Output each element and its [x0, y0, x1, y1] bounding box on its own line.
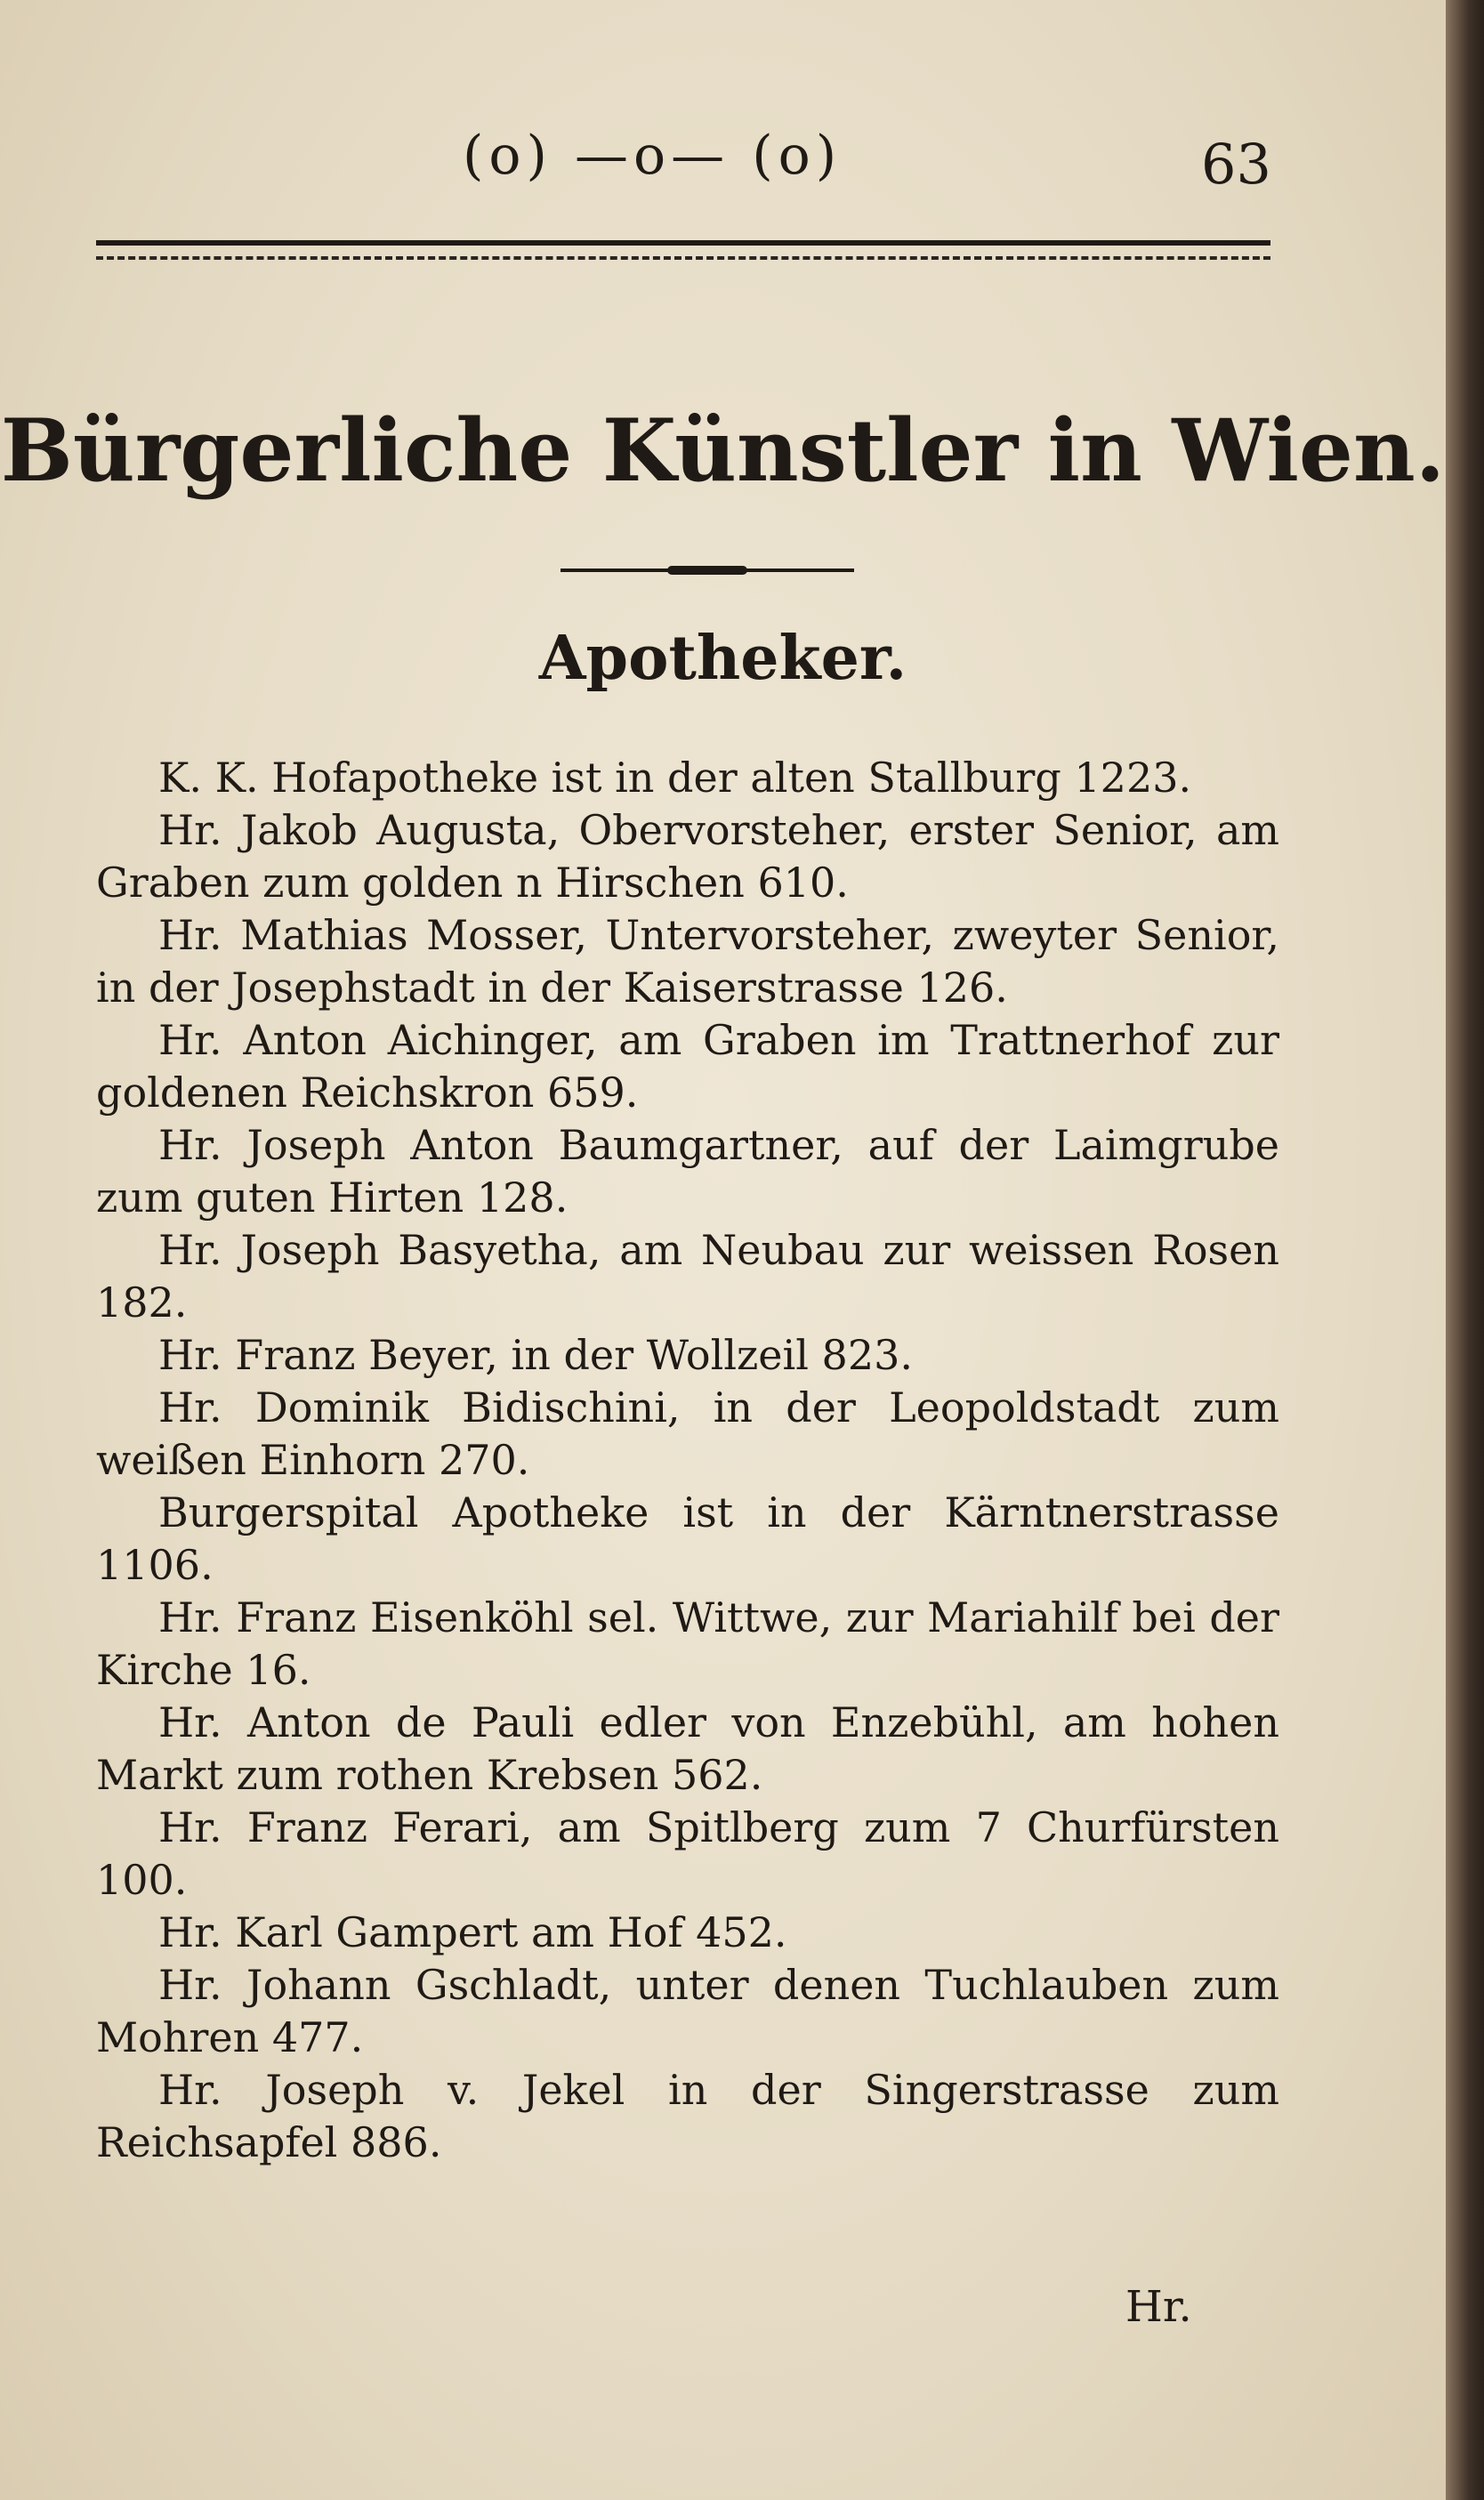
list-item: Burgerspital Apotheke ist in der Kärntnerstrasse 1106. [96, 1488, 1279, 1589]
list-item: Hr. Anton de Pauli edler von Enzebühl, am hohen Markt zum rothen Krebsen 562. [96, 1698, 1279, 1799]
header-rule-dashed [96, 256, 1270, 260]
list-item: Hr. Franz Eisenköhl sel. Wittwe, zur Mariahilf bei der Kirche 16. [96, 1593, 1279, 1694]
title-divider [561, 566, 854, 575]
list-item: Hr. Anton Aichinger, am Graben im Trattnerhof zur goldenen Reichskron 659. [96, 1016, 1279, 1117]
list-item: K. K. Hofapotheke ist in der alten Stallburg 1223. [158, 754, 1192, 802]
book-gutter [1446, 0, 1484, 2500]
list-item: Hr. Mathias Mosser, Untervorsteher, zweyter Senior, in der Josephstadt in der Kaiserstrasse 126. [96, 911, 1279, 1012]
list-item: Hr. Dominik Bidischini, in der Leopoldstadt zum weißen Einhorn 270. [96, 1383, 1279, 1484]
header-ornament: (o) —o— (o) [463, 125, 843, 187]
header-rule [96, 240, 1270, 246]
list-item: Hr. Jakob Augusta, Obervorsteher, erster Senior, am Graben zum golden n Hirschen 610. [96, 806, 1279, 907]
list-item: Hr. Johann Gschladt, unter denen Tuchlauben zum Mohren 477. [96, 1961, 1279, 2061]
page-title: Bürgerliche Künstler in Wien. [0, 400, 1446, 501]
entry-list [96, 752, 1279, 2169]
catchword: Hr. [1125, 2282, 1192, 2332]
list-item: Hr. Joseph Anton Baumgartner, auf der Laimgrube zum guten Hirten 128. [96, 1121, 1279, 1222]
list-item: Hr. Joseph Basyetha, am Neubau zur weissen Rosen 182. [96, 1226, 1279, 1327]
divider-center [667, 566, 747, 575]
list-item: Hr. Franz Beyer, in der Wollzeil 823. [158, 1331, 913, 1379]
list-item: Hr. Franz Ferari, am Spitlberg zum 7 Churfürsten 100. [96, 1803, 1279, 1904]
section-heading: Apotheker. [538, 623, 907, 694]
page-number: 63 [1201, 132, 1271, 197]
list-item: Hr. Joseph v. Jekel in der Singerstrasse zum Reichsapfel 886. [96, 2066, 1279, 2166]
list-item: Hr. Karl Gampert am Hof 452. [158, 1908, 787, 1956]
